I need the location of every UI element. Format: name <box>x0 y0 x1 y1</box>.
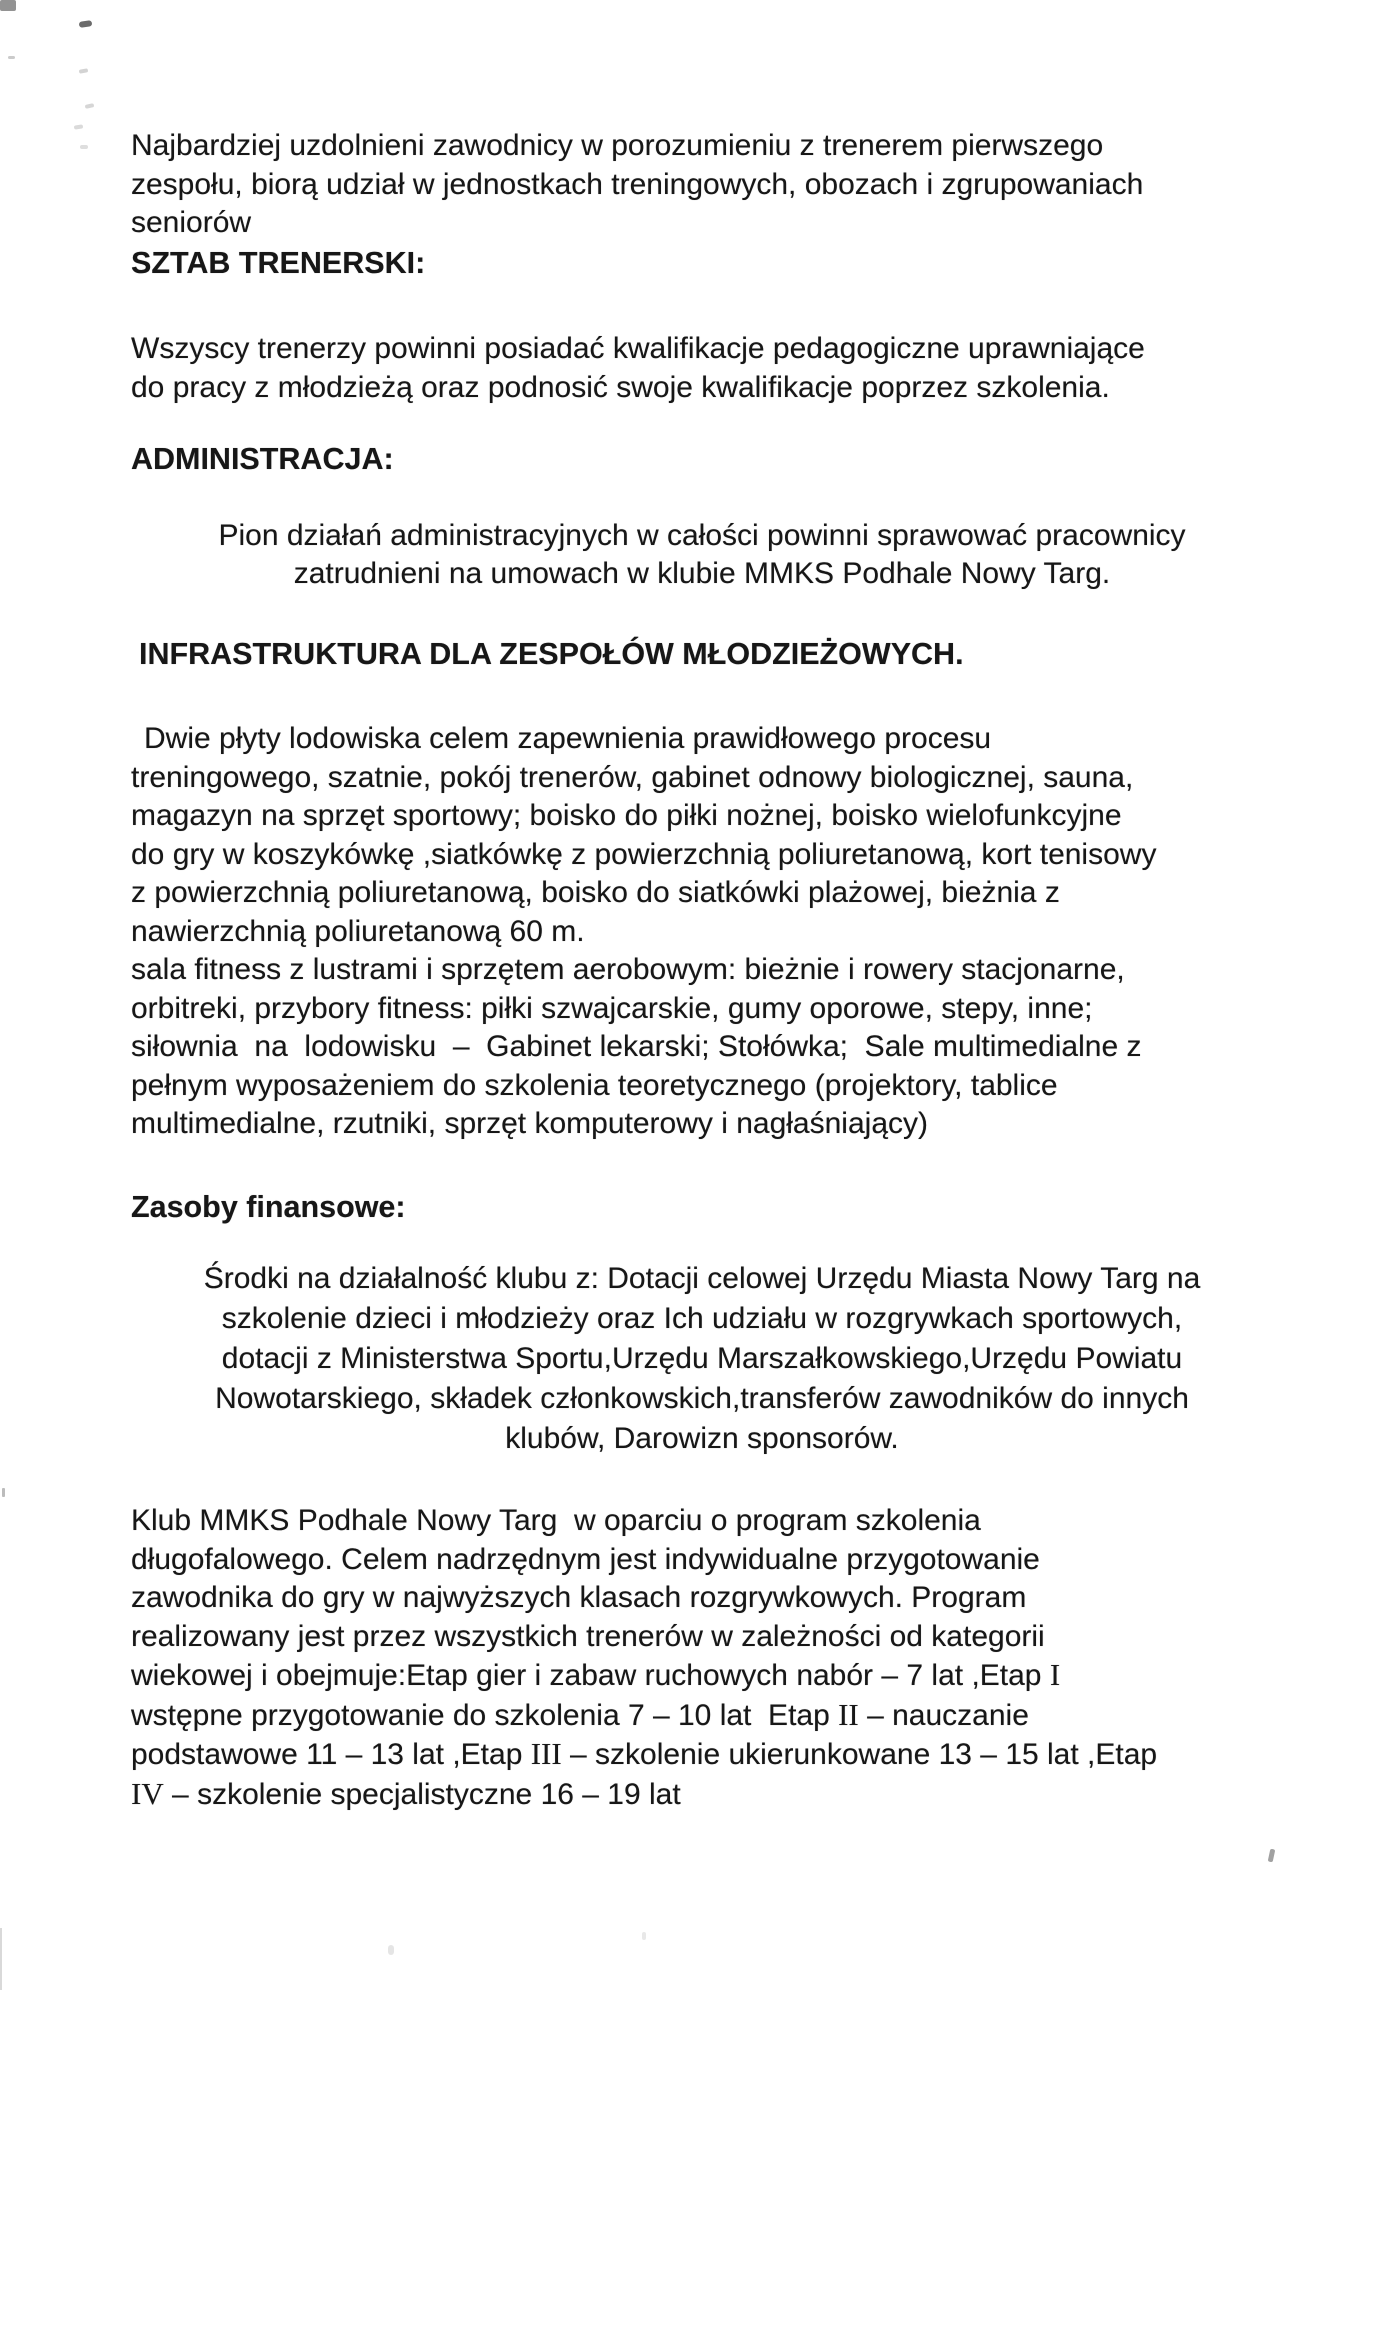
document-body <box>131 0 1273 1814</box>
scan-artifact <box>79 68 89 74</box>
text-segment: zawodnika do gry w najwyższych klasach rozgrywkowych. Program <box>131 1581 1027 1614</box>
scan-artifact <box>0 1928 2 1990</box>
text-line <box>131 166 1273 205</box>
text-segment-serif: III <box>530 1736 562 1771</box>
text-line <box>131 127 1273 166</box>
text-segment: dotacji z Ministerstwa Sportu,Urzędu Marszałkowskiego,Urzędu Powiatu <box>221 1342 1183 1375</box>
text-segment: sala fitness z lustrami i sprzętem aerobowym: bieżnie i rowery stacjonarne, <box>131 953 1125 986</box>
text-line <box>131 1419 1273 1459</box>
text-segment: – szkolenie ukierunkowane 13 – 15 lat ,Etap <box>561 1738 1158 1771</box>
text-segment: Dwie płyty lodowiska celem zapewnienia prawidłowego procesu <box>144 722 992 755</box>
text-segment: z powierzchnią poliuretanową, boisko do siatkówki plażowej, bieżnia z <box>131 876 1060 909</box>
text-segment: – szkolenie specjalistyczne 16 – 19 lat <box>163 1777 681 1811</box>
text-segment: do pracy z młodzieżą oraz podnosić swoje kwalifikacje poprzez szkolenia. <box>131 370 1110 404</box>
text-segment: klubów, Darowizn sponsorów. <box>505 1422 899 1455</box>
text-segment: siłownia na lodowisku – Gabinet lekarski; Stołówka; Sale multimedialne z <box>131 1030 1142 1063</box>
text-segment: treningowego, szatnie, pokój trenerów, gabinet odnowy biologicznej, sauna, <box>131 760 1134 794</box>
text-line <box>131 990 1273 1029</box>
text-segment: Wszyscy trenerzy powinni posiadać kwalifikacje pedagogiczne uprawniające <box>131 332 1145 365</box>
text-line <box>131 1656 1273 1696</box>
text-line <box>131 1259 1273 1299</box>
text-line <box>131 1579 1273 1618</box>
text-line <box>131 951 1273 990</box>
scan-artifact <box>74 124 83 129</box>
heading-infrastruktura: INFRASTRUKTURA DLA ZESPOŁÓW MŁODZIEŻOWYCH. <box>139 636 964 671</box>
text-segment: realizowany jest przez wszystkich trenerów w zależności od kategorii <box>131 1619 1045 1653</box>
scan-artifact <box>80 145 88 149</box>
text-segment: wstępne przygotowanie do szkolenia 7 – 10 lat Etap <box>131 1698 839 1732</box>
text-line <box>131 797 1273 836</box>
heading-zasoby-finansowe: Zasoby finansowe: <box>131 1189 406 1224</box>
text-line <box>131 836 1273 875</box>
paragraph-administracja <box>131 517 1273 594</box>
heading-administracja: ADMINISTRACJA: <box>131 442 394 476</box>
text-line <box>131 517 1273 556</box>
scan-artifact <box>0 0 16 11</box>
text-segment: zespołu, biorą udział w jednostkach treningowych, obozach i zgrupowaniach <box>131 167 1144 201</box>
text-segment: Nowotarskiego, składek członkowskich,transferów zawodników do innych <box>215 1382 1189 1415</box>
text-line <box>131 720 1273 759</box>
paragraph-program-szkolenia <box>131 1502 1273 1814</box>
scan-artifact <box>85 103 95 109</box>
text-line <box>131 1696 1273 1736</box>
scan-artifact <box>2 1488 5 1497</box>
text-line <box>131 369 1273 408</box>
text-segment: Środki na działalność klubu z: Dotacji celowej Urzędu Miasta Nowy Targ na <box>203 1262 1201 1295</box>
text-segment: zatrudnieni na umowach w klubie MMKS Podhale Nowy Targ. <box>293 557 1111 590</box>
text-segment: seniorów <box>131 206 252 239</box>
text-segment: do gry w koszykówkę ,siatkówkę z powierzchnią poliuretanową, kort tenisowy <box>131 837 1157 871</box>
scan-artifact <box>642 1932 646 1940</box>
text-segment: multimedialne, rzutniki, sprzęt komputerowy i nagłaśniający) <box>131 1107 928 1140</box>
text-segment-serif: I <box>1049 1657 1061 1692</box>
scan-artifact <box>388 1945 394 1955</box>
text-line <box>131 1339 1273 1379</box>
paragraph-trenerzy <box>131 330 1273 407</box>
text-line <box>131 1735 1273 1775</box>
text-segment: Pion działań administracyjnych w całości powinni sprawować pracownicy <box>218 518 1186 552</box>
text-segment: orbitreki, przybory fitness: piłki szwajcarskie, gumy oporowe, stepy, inne; <box>131 991 1093 1025</box>
text-segment: Najbardziej uzdolnieni zawodnicy w porozumieniu z trenerem pierwszego <box>131 129 1104 162</box>
scan-artifact <box>79 20 93 28</box>
paragraph-zasoby <box>131 1259 1273 1459</box>
text-segment: – nauczanie <box>858 1698 1029 1732</box>
text-segment: pełnym wyposażeniem do szkolenia teoretycznego (projektory, tablice <box>131 1068 1058 1102</box>
text-line <box>131 1618 1273 1657</box>
text-line <box>131 759 1273 798</box>
text-line <box>131 1028 1273 1067</box>
text-segment: szkolenie dzieci i młodzieży oraz Ich udziału w rozgrywkach sportowych, <box>221 1302 1183 1335</box>
text-segment: nawierzchnią poliuretanową 60 m. <box>131 914 585 948</box>
scan-artifact <box>8 56 15 59</box>
text-line <box>131 555 1273 594</box>
text-line <box>131 1775 1273 1815</box>
text-line <box>131 1541 1273 1580</box>
text-line <box>131 1502 1273 1541</box>
scan-artifact <box>1268 1849 1276 1863</box>
text-segment: długofalowego. Celem nadrzędnym jest indywidualne przygotowanie <box>131 1542 1040 1576</box>
text-line <box>131 1067 1273 1106</box>
paragraph-intro <box>131 127 1273 243</box>
text-segment: magazyn na sprzęt sportowy; boisko do piłki nożnej, boisko wielofunkcyjne <box>131 799 1122 832</box>
text-line <box>131 330 1273 369</box>
text-segment: wiekowej i obejmuje:Etap gier i zabaw ruchowych nabór – 7 lat ,Etap <box>131 1659 1050 1692</box>
text-line <box>131 874 1273 913</box>
text-segment-serif: IV <box>131 1775 164 1811</box>
heading-sztab-trenerski: SZTAB TRENERSKI: <box>131 245 426 280</box>
text-segment-serif: II <box>838 1696 859 1732</box>
text-line <box>131 1299 1273 1339</box>
paragraph-infrastruktura <box>131 720 1273 1144</box>
text-segment: podstawowe 11 – 13 lat ,Etap <box>131 1738 531 1771</box>
text-line <box>131 913 1273 952</box>
text-line <box>131 204 1273 243</box>
text-segment: Klub MMKS Podhale Nowy Targ w oparciu o program szkolenia <box>131 1504 981 1537</box>
text-line <box>131 1379 1273 1419</box>
text-line <box>131 1105 1273 1144</box>
